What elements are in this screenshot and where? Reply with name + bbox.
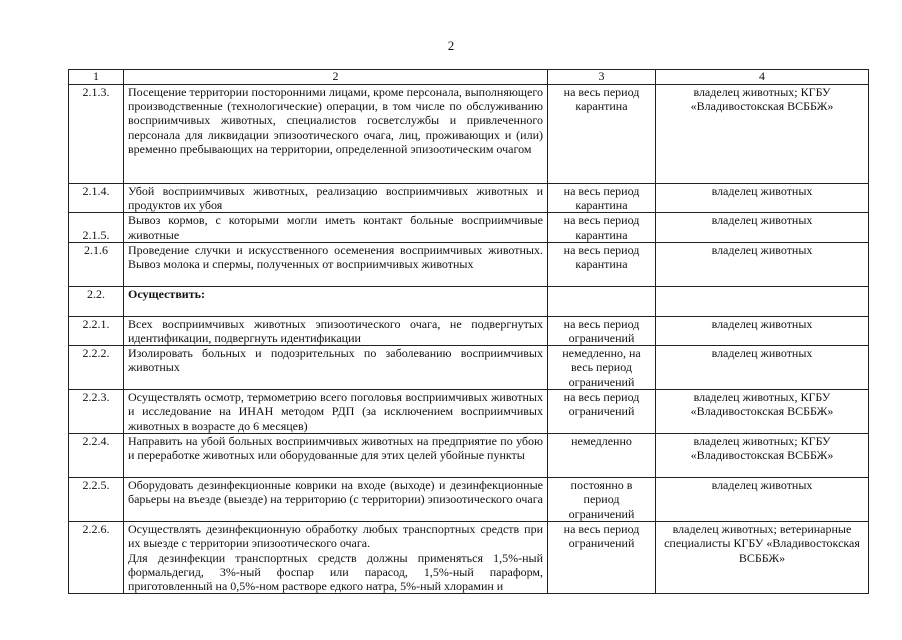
table-row (69, 478, 869, 522)
measure-description (124, 346, 548, 390)
measure-description (124, 478, 548, 522)
row-number: 2.2.2. (69, 346, 124, 390)
measure-description (124, 522, 548, 594)
responsible-party: владелец животных (656, 242, 869, 286)
execution-term: немедленно (548, 434, 656, 478)
table-row (69, 184, 869, 213)
responsible-party: владелец животных (656, 184, 869, 213)
responsible-party (656, 286, 869, 316)
execution-term: немедленно, на весь период ограничений (548, 346, 656, 390)
measure-paragraph: Для дезинфекции транспортных средств должны применяться 1,5%-ный формальдегид, 3%-ный фоспар или парасод, 1,5%-ный параформ, приготовленный на 0,5%-ном растворе едкого натра, 5%-ный хлорамин и (128, 550, 543, 594)
measure-paragraph: Вывоз кормов, с которыми могли иметь контакт больные восприимчивые животные (128, 213, 543, 242)
execution-term: постоянно в период ограничений (548, 478, 656, 522)
row-number: 2.2.6. (69, 522, 124, 594)
page-number: 2 (447, 38, 455, 53)
row-number: 2.1.6 (69, 242, 124, 286)
table-header-row (69, 70, 869, 85)
table-row (69, 213, 869, 242)
execution-term: на весь период ограничений (548, 390, 656, 434)
measure-paragraph: Осуществлять дезинфекционную обработку любых транспортных средств при их выезде с территории эпизоотического очага. (128, 522, 543, 551)
measure-description (124, 242, 548, 286)
row-number: 2.2.1. (69, 316, 124, 345)
responsible-party: владелец животных (656, 478, 869, 522)
column-header-term: 3 (548, 70, 656, 85)
responsible-party: владелец животных, КГБУ «Владивостокская ВСББЖ» (656, 390, 869, 434)
row-number: 2.1.3. (69, 85, 124, 184)
row-number: 2.2.3. (69, 390, 124, 434)
measure-description (124, 213, 548, 242)
measure-paragraph: Осуществлять осмотр, термометрию всего поголовья восприимчивых животных и исследование на ИНАН методом РДП (за исключением восприимчивых животных в возрасте до 6 месяцев) (128, 390, 543, 433)
measure-paragraph: Осуществить: (128, 286, 205, 301)
execution-term: на весь период карантина (548, 184, 656, 213)
responsible-party: владелец животных; КГБУ «Владивостокская ВСББЖ» (656, 434, 869, 478)
table-row (69, 346, 869, 390)
measure-paragraph: Оборудовать дезинфекционные коврики на входе (выходе) и дезинфекционные барьеры на въезде (выезде) на территорию (с территории) эпизоотического очага (128, 478, 543, 507)
execution-term: на весь период карантина (548, 213, 656, 242)
measure-description (124, 286, 548, 316)
table-row (69, 85, 869, 184)
measure-paragraph: Направить на убой больных восприимчивых животных на предприятие по убою и переработке животных или оборудованные для этих целей убойные пункты (128, 434, 543, 463)
measures-table (68, 69, 869, 594)
execution-term (548, 286, 656, 316)
row-number: 2.1.5. (69, 213, 124, 242)
table-row (69, 434, 869, 478)
column-header-responsible: 4 (656, 70, 869, 85)
measure-paragraph: Изолировать больных и подозрительных по заболеванию восприимчивых животных (128, 346, 543, 375)
measure-description (124, 184, 548, 213)
table-row (69, 316, 869, 345)
execution-term: на весь период ограничений (548, 316, 656, 345)
responsible-party: владелец животных; ветеринарные специалисты КГБУ «Владивостокская ВСББЖ» (656, 522, 869, 594)
measure-description (124, 85, 548, 184)
responsible-party: владелец животных; КГБУ «Владивостокская ВСББЖ» (656, 85, 869, 184)
table-row (69, 522, 869, 594)
column-header-number: 1 (69, 70, 124, 85)
responsible-party: владелец животных (656, 316, 869, 345)
responsible-party: владелец животных (656, 346, 869, 390)
measure-description (124, 390, 548, 434)
execution-term: на весь период ограничений (548, 522, 656, 594)
row-number: 2.1.4. (69, 184, 124, 213)
row-number: 2.2. (69, 286, 124, 316)
measure-paragraph: Убой восприимчивых животных, реализацию восприимчивых животных и продуктов их убоя (128, 184, 543, 213)
measure-paragraph: Проведение случки и искусственного осеменения восприимчивых животных. Вывоз молока и спермы, полученных от восприимчивых животных (128, 242, 543, 272)
execution-term: на весь период карантина (548, 85, 656, 184)
table-row (69, 390, 869, 434)
row-number: 2.2.4. (69, 434, 124, 478)
table-body (69, 85, 869, 594)
table-row (69, 242, 869, 286)
row-number: 2.2.5. (69, 478, 124, 522)
measure-paragraph: Посещение территории посторонними лицами, кроме персонала, выполняющего производственные (технологические) операции, в том числе по обслуживанию восприимчивых животных, специалистов госветслужбы и привлеченного персонала для ликвидации эпизоотического очага, лиц, проживающих и (или) временно пребывающих на территории, определенной эпизоотическим очагом (128, 85, 543, 156)
table-row (69, 286, 869, 316)
measure-description (124, 316, 548, 345)
measure-description (124, 434, 548, 478)
measure-paragraph: Всех восприимчивых животных эпизоотического очага, не подвергнутых идентификации, подвергнуть идентификации (128, 316, 543, 346)
execution-term: на весь период карантина (548, 242, 656, 286)
column-header-measure: 2 (124, 70, 548, 85)
responsible-party: владелец животных (656, 213, 869, 242)
